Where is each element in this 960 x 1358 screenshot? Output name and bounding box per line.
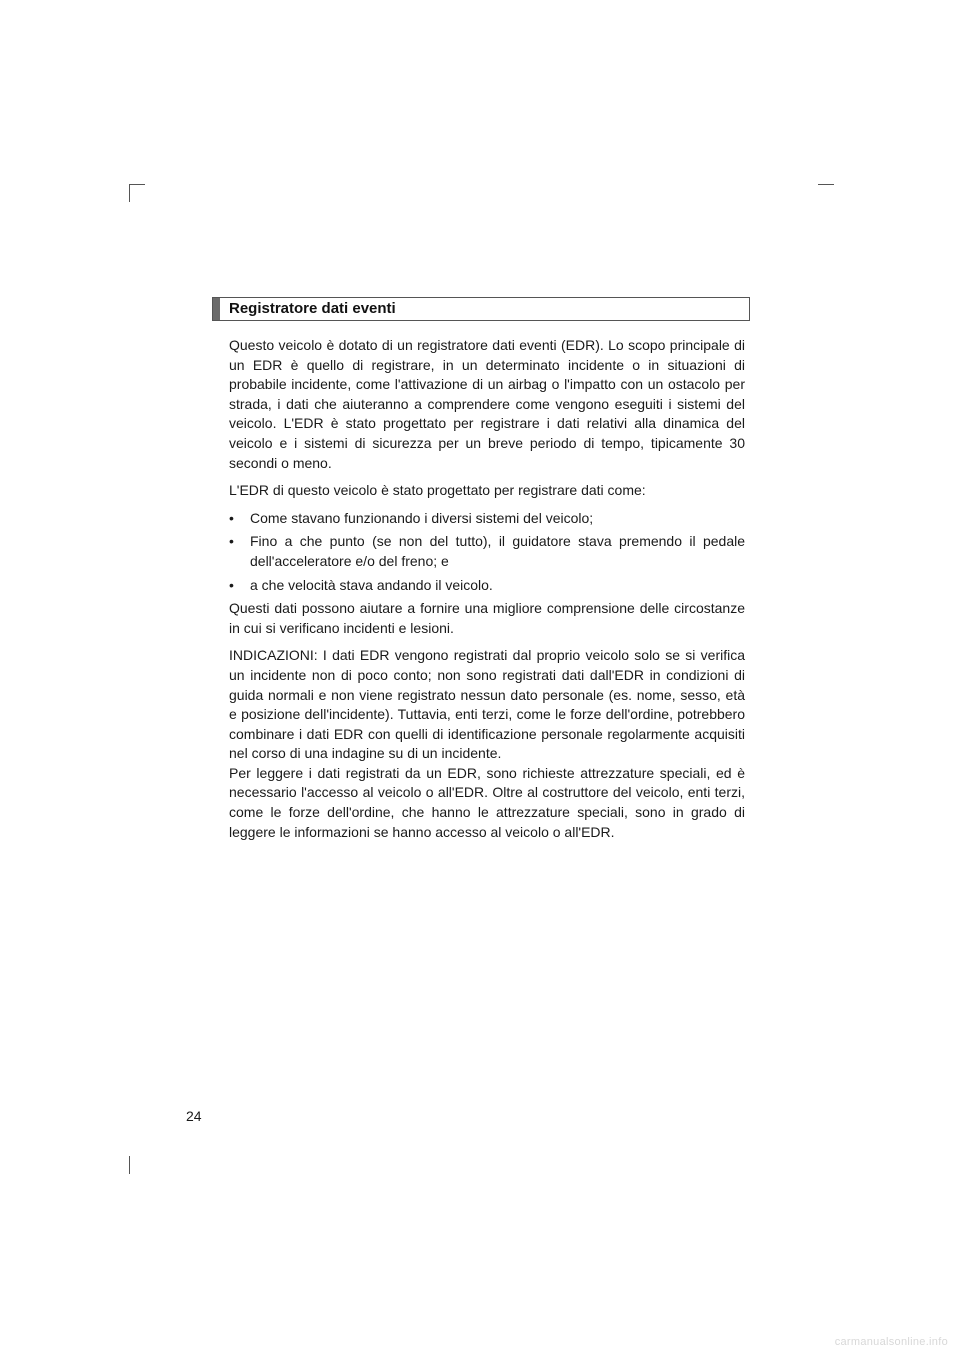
list-item-text: Come stavano funzionando i diversi sistemi del veicolo; <box>250 509 594 526</box>
list-item <box>229 532 745 571</box>
section-title: Registratore dati eventi <box>229 300 396 317</box>
crop-mark-bottom-left-vertical <box>129 1156 130 1174</box>
bullet-symbol: • <box>229 533 234 550</box>
crop-mark-top-right-horizontal <box>818 184 834 185</box>
paragraph-understanding: Questi dati possono aiutare a fornire una migliore comprensione delle circostanze in cui si verificano incidenti e lesioni. <box>229 600 745 636</box>
section-header-bar <box>213 298 220 320</box>
paragraph-reading-data: Per leggere i dati registrati da un EDR, sono richieste attrezzature speciali, ed è necessario l'accesso al veicolo o all'EDR. Oltre al costruttore del veicolo, enti terzi, come le forze dell'ordine, che hanno le attrezzature speciali, sono in grado di leggere le informazioni se hanno accesso al veicolo o all'EDR. <box>229 764 745 840</box>
list-item <box>229 509 745 529</box>
paragraph-intro: Questo veicolo è dotato di un registratore dati eventi (EDR). Lo scopo principale di un EDR è quello di registrare, in un determinato incidente o in situazioni di probabile incidente, come l'attivazione di un airbag o l'impatto con un ostacolo per strada, i dati che aiuteranno a comprendere come vengono eseguiti i sistemi del veicolo. L'EDR è stato progettato per registrare i dati relativi alla dinamica del veicolo e i sistemi di sicurezza per un breve periodo di tempo, tipicamente 30 secondi o meno. <box>229 337 745 471</box>
section-header <box>212 297 750 321</box>
crop-mark-top-left-vertical <box>129 184 130 202</box>
body-content <box>229 336 745 842</box>
paragraph-data-list-intro: L'EDR di questo veicolo è stato progettato per registrare dati come: <box>229 482 646 499</box>
bullet-symbol: • <box>229 509 234 526</box>
list-item <box>229 576 745 596</box>
bullet-list <box>229 509 745 595</box>
crop-mark-top-left-horizontal <box>129 184 145 185</box>
page-number: 24 <box>186 1108 202 1124</box>
watermark: carmanualsonline.info <box>834 1336 948 1348</box>
bullet-symbol: • <box>229 576 234 593</box>
paragraph-indications: INDICAZIONI: I dati EDR vengono registrati dal proprio veicolo solo se si verifica un incidente non di poco conto; non sono registrati dati dall'EDR in condizioni di guida normali e non viene registrato nessun dato personale (es. nome, sesso, età e posizione dell'incidente). Tuttavia, enti terzi, come le forze dell'ordine, potrebbero combinare i dati EDR con quelli di identificazione personale regolarmente acquisiti nel corso di una indagine su di un incidente. <box>229 647 745 762</box>
list-item-text: a che velocità stava andando il veicolo. <box>250 576 493 593</box>
list-item-text: Fino a che punto (se non del tutto), il guidatore stava premendo il pedale dell'acceleratore e/o del freno; e <box>250 533 745 569</box>
